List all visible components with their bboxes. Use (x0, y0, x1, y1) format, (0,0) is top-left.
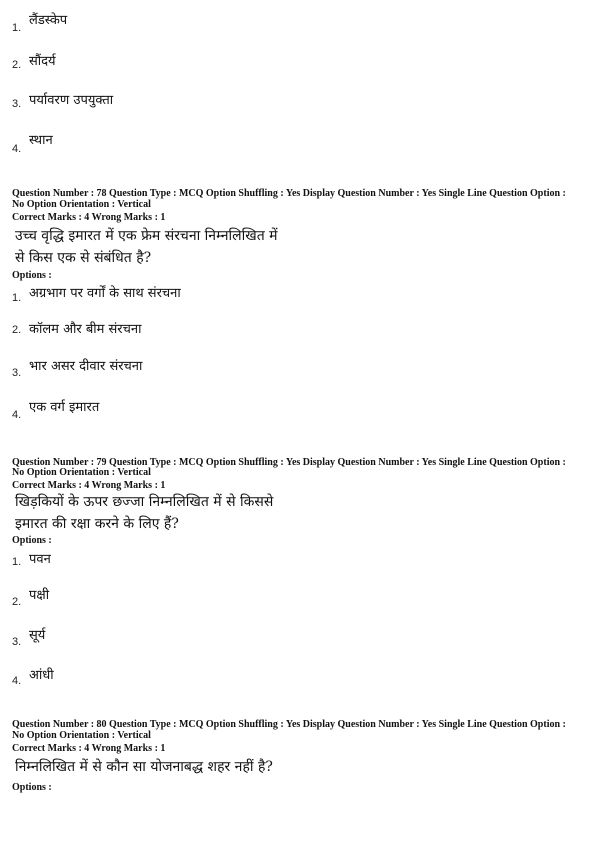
option-number: 4. (12, 143, 22, 155)
option-number: 1. (12, 292, 22, 304)
question-meta-line: No Option Orientation : Vertical (12, 199, 151, 210)
marks-line: Correct Marks : 4 Wrong Marks : 1 (12, 480, 166, 491)
option-text: अग्रभाग पर वर्गों के साथ संरचना (29, 286, 181, 301)
question-text-line: से किस एक से संबंधित है? (15, 250, 152, 266)
option-number: 4. (12, 409, 22, 421)
option-text: सूर्य (29, 628, 46, 643)
option-text: आंधी (29, 668, 54, 683)
marks-line: Correct Marks : 4 Wrong Marks : 1 (12, 743, 166, 754)
question-text-line: निम्नलिखित में से कौन सा योजनाबद्ध शहर नहीं है? (15, 759, 273, 775)
option-number: 3. (12, 367, 22, 379)
question-text-line: इमारत की रक्षा करने के लिए हैं? (15, 516, 179, 532)
option-text: पवन (29, 552, 51, 567)
question-text-line: खिड़कियों के ऊपर छज्जा निम्नलिखित में से किससे (15, 494, 274, 510)
question-meta-line: Question Number : 78 Question Type : MCQ Option Shuffling : Yes Display Question Number : Yes Single Line Question Option : (12, 188, 566, 199)
option-number: 3. (12, 98, 22, 110)
option-number: 2. (12, 324, 22, 336)
option-number: 2. (12, 59, 22, 71)
option-text: एक वर्ग इमारत (29, 400, 100, 415)
question-meta-line: Question Number : 79 Question Type : MCQ Option Shuffling : Yes Display Question Number : Yes Single Line Question Option : (12, 457, 566, 468)
option-text: भार असर दीवार संरचना (29, 359, 143, 374)
option-number: 3. (12, 636, 22, 648)
option-text: सौंदर्य (29, 54, 56, 69)
options-label: Options : (12, 270, 52, 281)
option-text: कॉलम और बीम संरचना (29, 322, 142, 337)
question-text-line: उच्च वृद्धि इमारत में एक फ्रेम संरचना निम्नलिखित में (15, 228, 278, 244)
option-number: 1. (12, 22, 22, 34)
option-number: 2. (12, 596, 22, 608)
marks-line: Correct Marks : 4 Wrong Marks : 1 (12, 212, 166, 223)
question-meta-line: No Option Orientation : Vertical (12, 467, 151, 478)
option-number: 4. (12, 675, 22, 687)
option-text: पक्षी (29, 588, 50, 603)
options-label: Options : (12, 535, 52, 546)
option-text: स्थान (29, 133, 53, 148)
options-label: Options : (12, 782, 52, 793)
option-text: लैंडस्केप (29, 13, 68, 28)
question-meta-line: No Option Orientation : Vertical (12, 730, 151, 741)
option-text: पर्यावरण उपयुक्ता (29, 93, 114, 108)
question-meta-line: Question Number : 80 Question Type : MCQ Option Shuffling : Yes Display Question Number : Yes Single Line Question Option : (12, 719, 566, 730)
option-number: 1. (12, 556, 22, 568)
